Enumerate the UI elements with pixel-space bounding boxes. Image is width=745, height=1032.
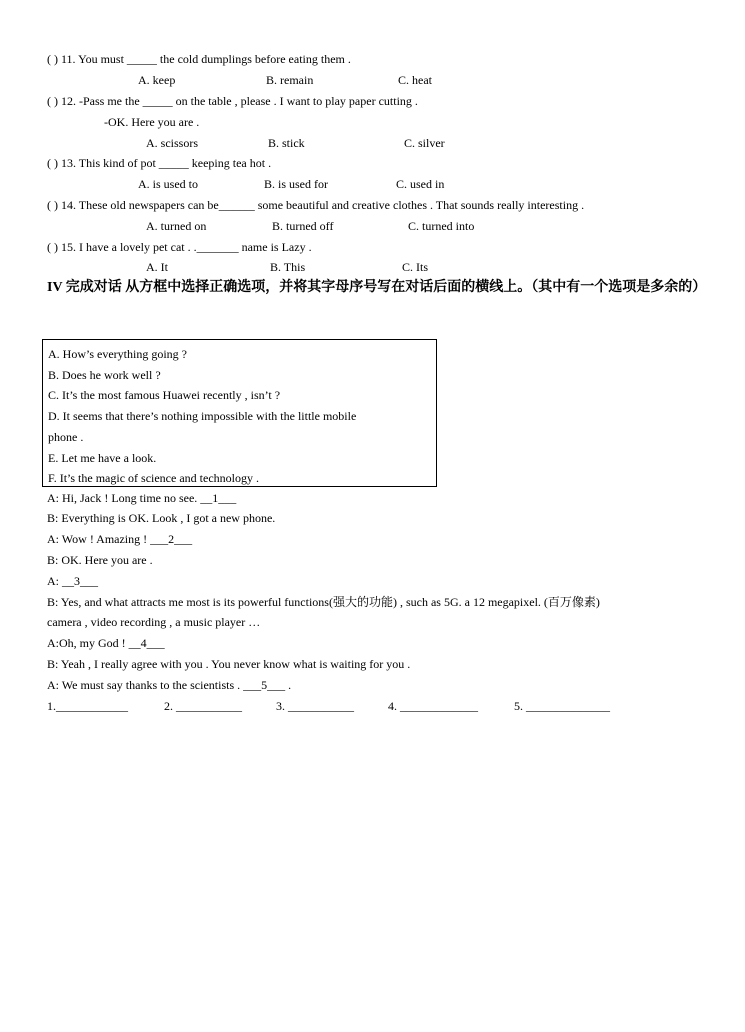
choice-d: D. It seems that there’s nothing impossible with the little mobile: [48, 409, 357, 423]
question-15-option-c: C. Its: [402, 260, 429, 274]
question-14-stem: ( ) 14. These old newspapers can be______ some beautiful and creative clothes . That sounds really interesting .: [47, 198, 585, 212]
choice-e: E. Let me have a look.: [48, 451, 157, 465]
dialogue-line: camera , video recording , a music player …: [47, 615, 261, 629]
answer-blank-1[interactable]: 1.____________: [47, 699, 128, 713]
question-15-stem: ( ) 15. I have a lovely pet cat . ._______ name is Lazy .: [47, 240, 312, 254]
choice-d-continued: phone .: [48, 430, 84, 444]
question-11-option-a: A. keep: [138, 73, 176, 87]
choice-b: B. Does he work well ?: [48, 368, 161, 382]
choice-a: A. How’s everything going ?: [48, 347, 187, 361]
dialogue-line: B: Everything is OK. Look , I got a new phone.: [47, 511, 276, 525]
question-13-option-c: C. used in: [396, 177, 445, 191]
dialogue-line: A: __3___: [47, 574, 98, 588]
dialogue-line: B: Yes, and what attracts me most is its powerful functions(强大的功能) , such as 5G. a 12 megapixel. (百万像素): [47, 595, 600, 609]
question-11-option-c: C. heat: [398, 73, 432, 87]
question-14-option-c: C. turned into: [408, 219, 475, 233]
question-11-stem: ( ) 11. You must _____ the cold dumplings before eating them .: [47, 52, 351, 66]
question-14-option-b: B. turned off: [272, 219, 334, 233]
question-12-stem: ( ) 12. -Pass me the _____ on the table , please . I want to play paper cutting .: [47, 94, 418, 108]
question-12-reply: -OK. Here you are .: [104, 115, 200, 129]
question-11-option-b: B. remain: [266, 73, 314, 87]
question-13-stem: ( ) 13. This kind of pot _____ keeping tea hot .: [47, 156, 272, 170]
dialogue-line: A: Hi, Jack ! Long time no see. __1___: [47, 491, 237, 505]
answer-blank-4[interactable]: 4. _____________: [388, 699, 478, 713]
dialogue-line: A: Wow ! Amazing ! ___2___: [47, 532, 193, 546]
question-15-option-b: B. This: [270, 260, 306, 274]
dialogue-line: A: We must say thanks to the scientists . ___5___ .: [47, 678, 292, 692]
dialogue-line: B: Yeah , I really agree with you . You never know what is waiting for you .: [47, 657, 411, 671]
section-title: IV 完成对话 从方框中选择正确选项，并将其字母序号写在对话后面的横线上。（其中有一个选项是多余的）: [47, 280, 707, 295]
question-12-option-a: A. scissors: [146, 136, 199, 150]
question-12-option-c: C. silver: [404, 136, 445, 150]
choice-c: C. It’s the most famous Huawei recently , isn’t ?: [48, 388, 281, 402]
question-14-option-a: A. turned on: [146, 219, 207, 233]
answer-blank-3[interactable]: 3. ___________: [276, 699, 354, 713]
choice-box: [42, 339, 437, 487]
dialogue-line: A:Oh, my God ! __4___: [47, 636, 165, 650]
choice-f: F. It’s the magic of science and technology .: [48, 471, 259, 485]
question-13-option-b: B. is used for: [264, 177, 328, 191]
dialogue-line: B: OK. Here you are .: [47, 553, 153, 567]
answer-blank-5[interactable]: 5. ______________: [514, 699, 610, 713]
question-12-option-b: B. stick: [268, 136, 305, 150]
question-15-option-a: A. It: [146, 260, 168, 274]
question-13-option-a: A. is used to: [138, 177, 198, 191]
answer-blank-2[interactable]: 2. ___________: [164, 699, 242, 713]
